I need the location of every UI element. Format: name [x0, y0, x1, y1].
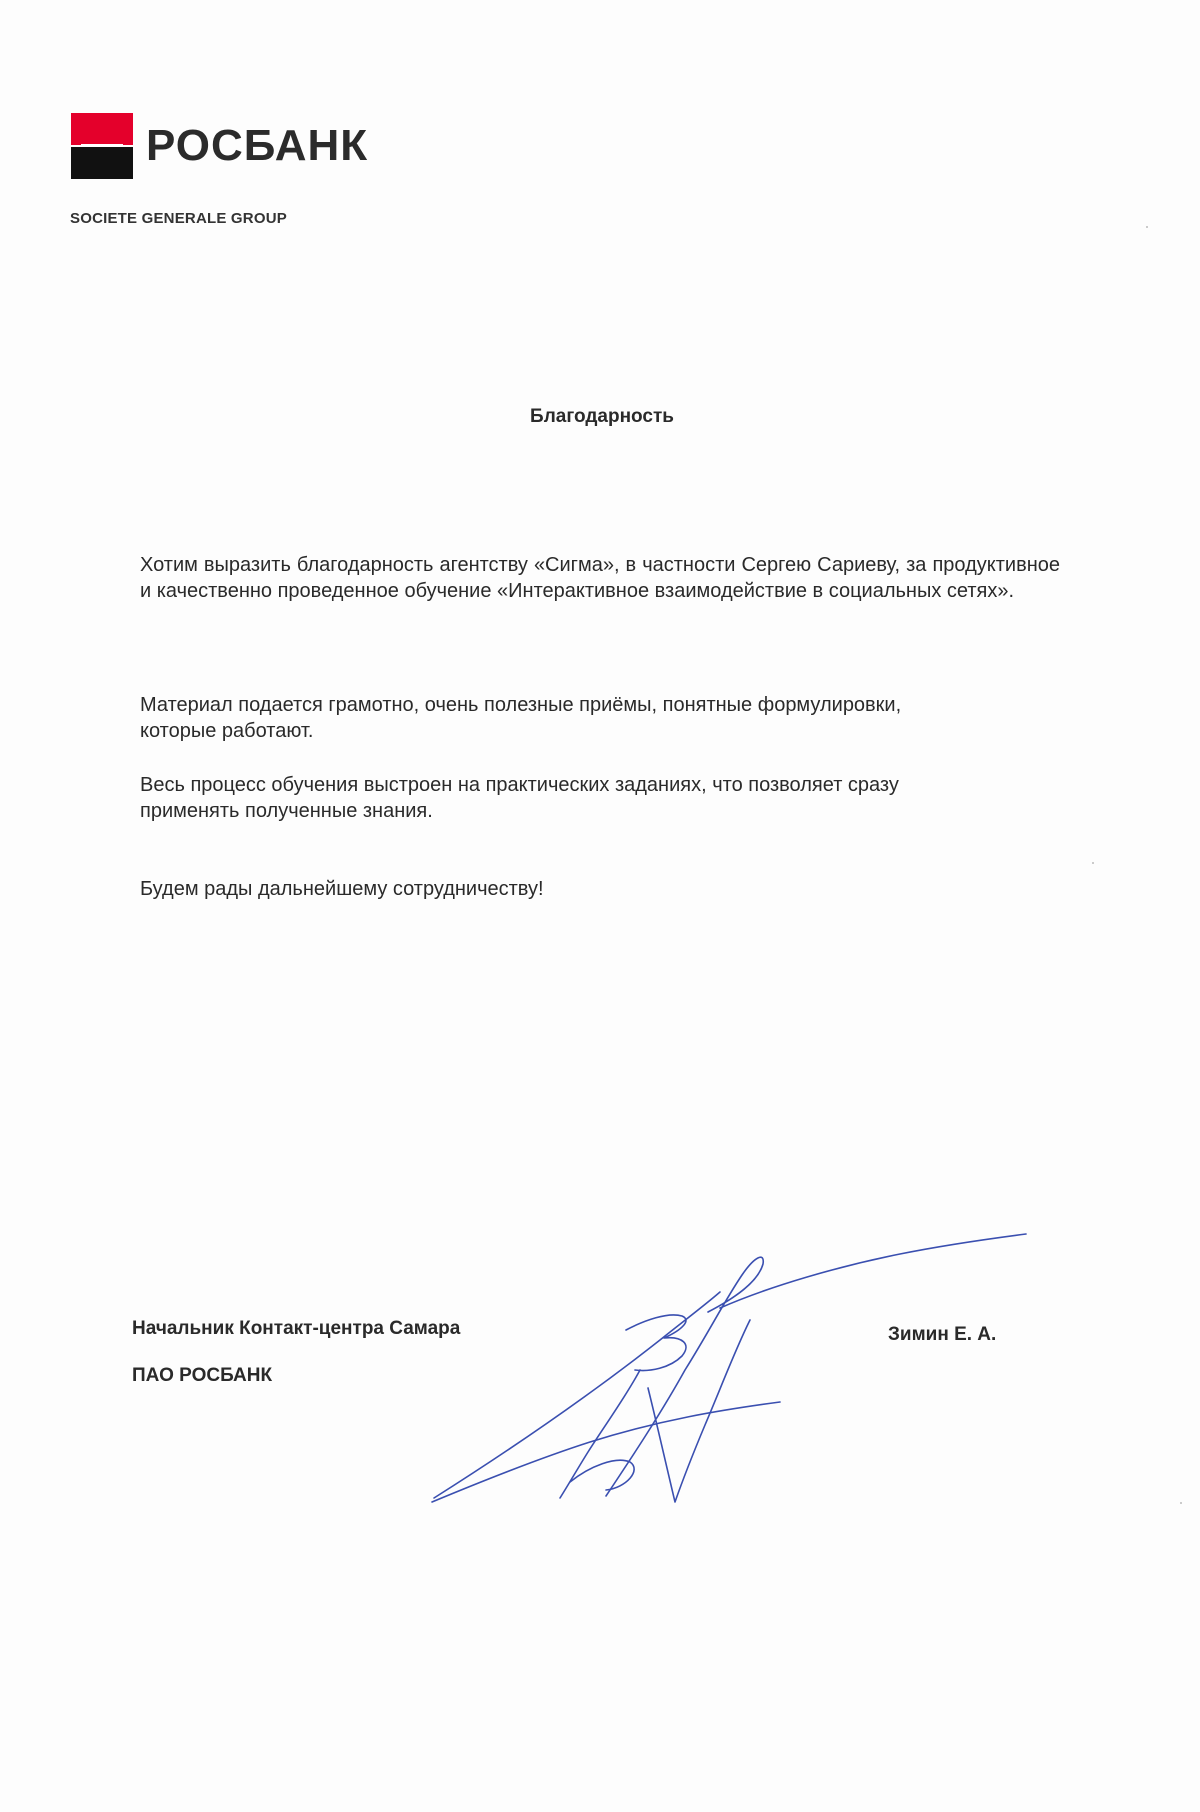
- logo-white-bar: [81, 144, 123, 147]
- body-paragraph-3: Весь процесс обучения выстроен на практических заданиях, что позволяет сразу применять полученные знания.: [140, 774, 899, 822]
- logo-group-text: SOCIETE GENERALE GROUP: [70, 210, 287, 227]
- scan-speck: [1092, 862, 1094, 864]
- signer-name: Зимин Е. А.: [888, 1324, 997, 1345]
- scan-speck: [1146, 226, 1148, 228]
- signer-position: Начальник Контакт-центра Самара: [132, 1318, 461, 1339]
- logo-black-square: [71, 147, 133, 179]
- body-paragraph-1: Хотим выразить благодарность агентству «Сигма», в частности Сергею Сариеву, за продуктивное и качественно проведенное обучение «Интерактивное взаимодействие в социальных сетях».: [140, 554, 1060, 602]
- body-paragraph-4: Будем рады дальнейшему сотрудничеству!: [140, 878, 544, 900]
- logo-wordmark: РОСБАНК: [146, 121, 369, 170]
- document-title: Благодарность: [530, 406, 674, 427]
- handwritten-signature: [420, 1220, 1030, 1520]
- signer-organization: ПАО РОСБАНК: [132, 1365, 273, 1386]
- body-paragraph-2: Материал подается грамотно, очень полезные приёмы, понятные формулировки, которые работают.: [140, 694, 902, 742]
- scan-speck: [1180, 1502, 1182, 1504]
- rosbank-logo-icon: [71, 113, 133, 179]
- logo-red-square: [71, 113, 133, 145]
